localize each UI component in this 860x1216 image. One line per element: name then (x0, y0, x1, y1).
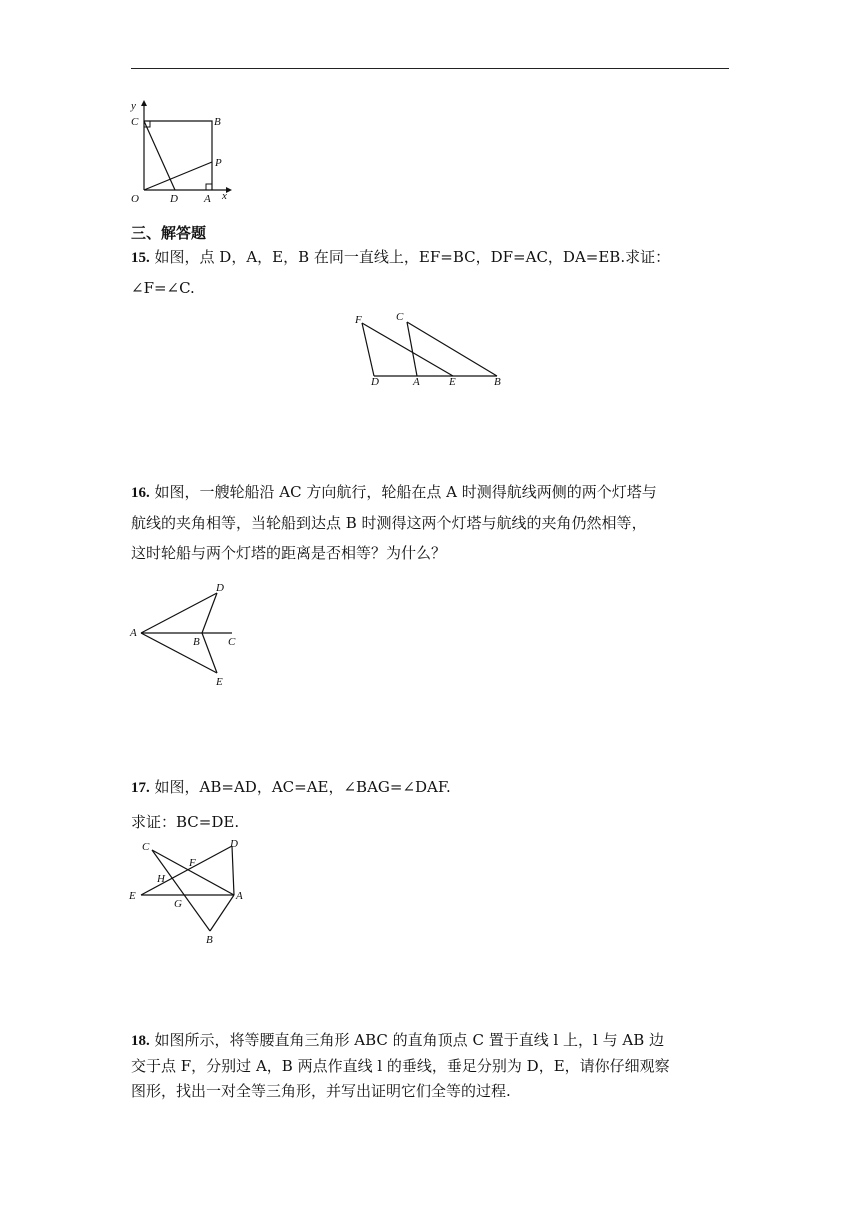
question-15-number: 15. (131, 250, 150, 266)
question-18 (131, 1028, 731, 1104)
label-E: E (129, 890, 136, 902)
question-15 (131, 242, 731, 303)
label-B: B (193, 636, 200, 648)
label-D: D (371, 376, 379, 388)
figure-15 (350, 308, 515, 390)
label-D: D (216, 582, 224, 594)
question-16 (131, 477, 731, 568)
label-B: B (494, 376, 501, 388)
label-A: A (130, 627, 137, 639)
header-rule (131, 68, 729, 69)
label-A: A (413, 376, 420, 388)
label-D: D (230, 838, 238, 850)
question-18-line-1: 18. 如图所示，将等腰直角三角形 ABC 的直角顶点 C 置于直线 l 上，l 与 AB 边 (131, 1031, 664, 1049)
question-16-line-1: 16. 如图，一艘轮船沿 AC 方向航行，轮船在点 A 时测得航线两侧的两个灯塔与 (131, 483, 657, 501)
question-16-line-3: 这时轮船与两个灯塔的距离是否相等？为什么？ (131, 544, 447, 562)
question-18-number: 18. (131, 1033, 150, 1049)
label-E: E (449, 376, 456, 388)
label-B: B (214, 116, 221, 128)
figure-17 (126, 836, 256, 948)
question-16-number: 16. (131, 485, 150, 501)
label-C: C (396, 311, 404, 323)
label-C: C (228, 636, 236, 648)
section-heading: 三、解答题 (131, 224, 207, 242)
label-y: y (131, 100, 136, 112)
label-A: A (204, 193, 211, 205)
label-F: F (355, 314, 362, 326)
label-D: D (170, 193, 178, 205)
question-17-line-2: 求证：BC=DE. (131, 813, 240, 831)
label-C: C (142, 841, 150, 853)
label-G: G (174, 898, 182, 910)
label-B: B (206, 934, 213, 946)
label-P: P (215, 157, 222, 169)
label-F: F (189, 857, 196, 869)
question-17-line-1: 17. 如图，AB=AD，AC=AE，∠BAG=∠DAF. (131, 778, 451, 796)
label-O: O (131, 193, 139, 205)
label-C: C (131, 116, 139, 128)
question-18-line-3: 图形，找出一对全等三角形，并写出证明它们全等的过程. (131, 1082, 511, 1100)
question-17 (131, 770, 731, 839)
question-17-number: 17. (131, 780, 150, 796)
label-E: E (216, 676, 223, 688)
question-15-line-2: ∠F=∠C. (131, 279, 195, 297)
label-x: x (222, 190, 227, 202)
question-18-line-2: 交于点 F，分别过 A，B 两点作直线 l 的垂线，垂足分别为 D，E，请你仔细观察 (131, 1057, 670, 1075)
figure-16 (128, 578, 243, 690)
question-15-line-1: 15. 如图，点 D，A，E，B 在同一直线上，EF=BC，DF=AC，DA=EB.求证： (131, 248, 671, 266)
label-H: H (157, 873, 165, 885)
coordinate-figure (128, 96, 238, 208)
question-16-line-2: 航线的夹角相等，当轮船到达点 B 时测得这两个灯塔与航线的夹角仍然相等， (131, 514, 647, 532)
label-A: A (236, 890, 243, 902)
